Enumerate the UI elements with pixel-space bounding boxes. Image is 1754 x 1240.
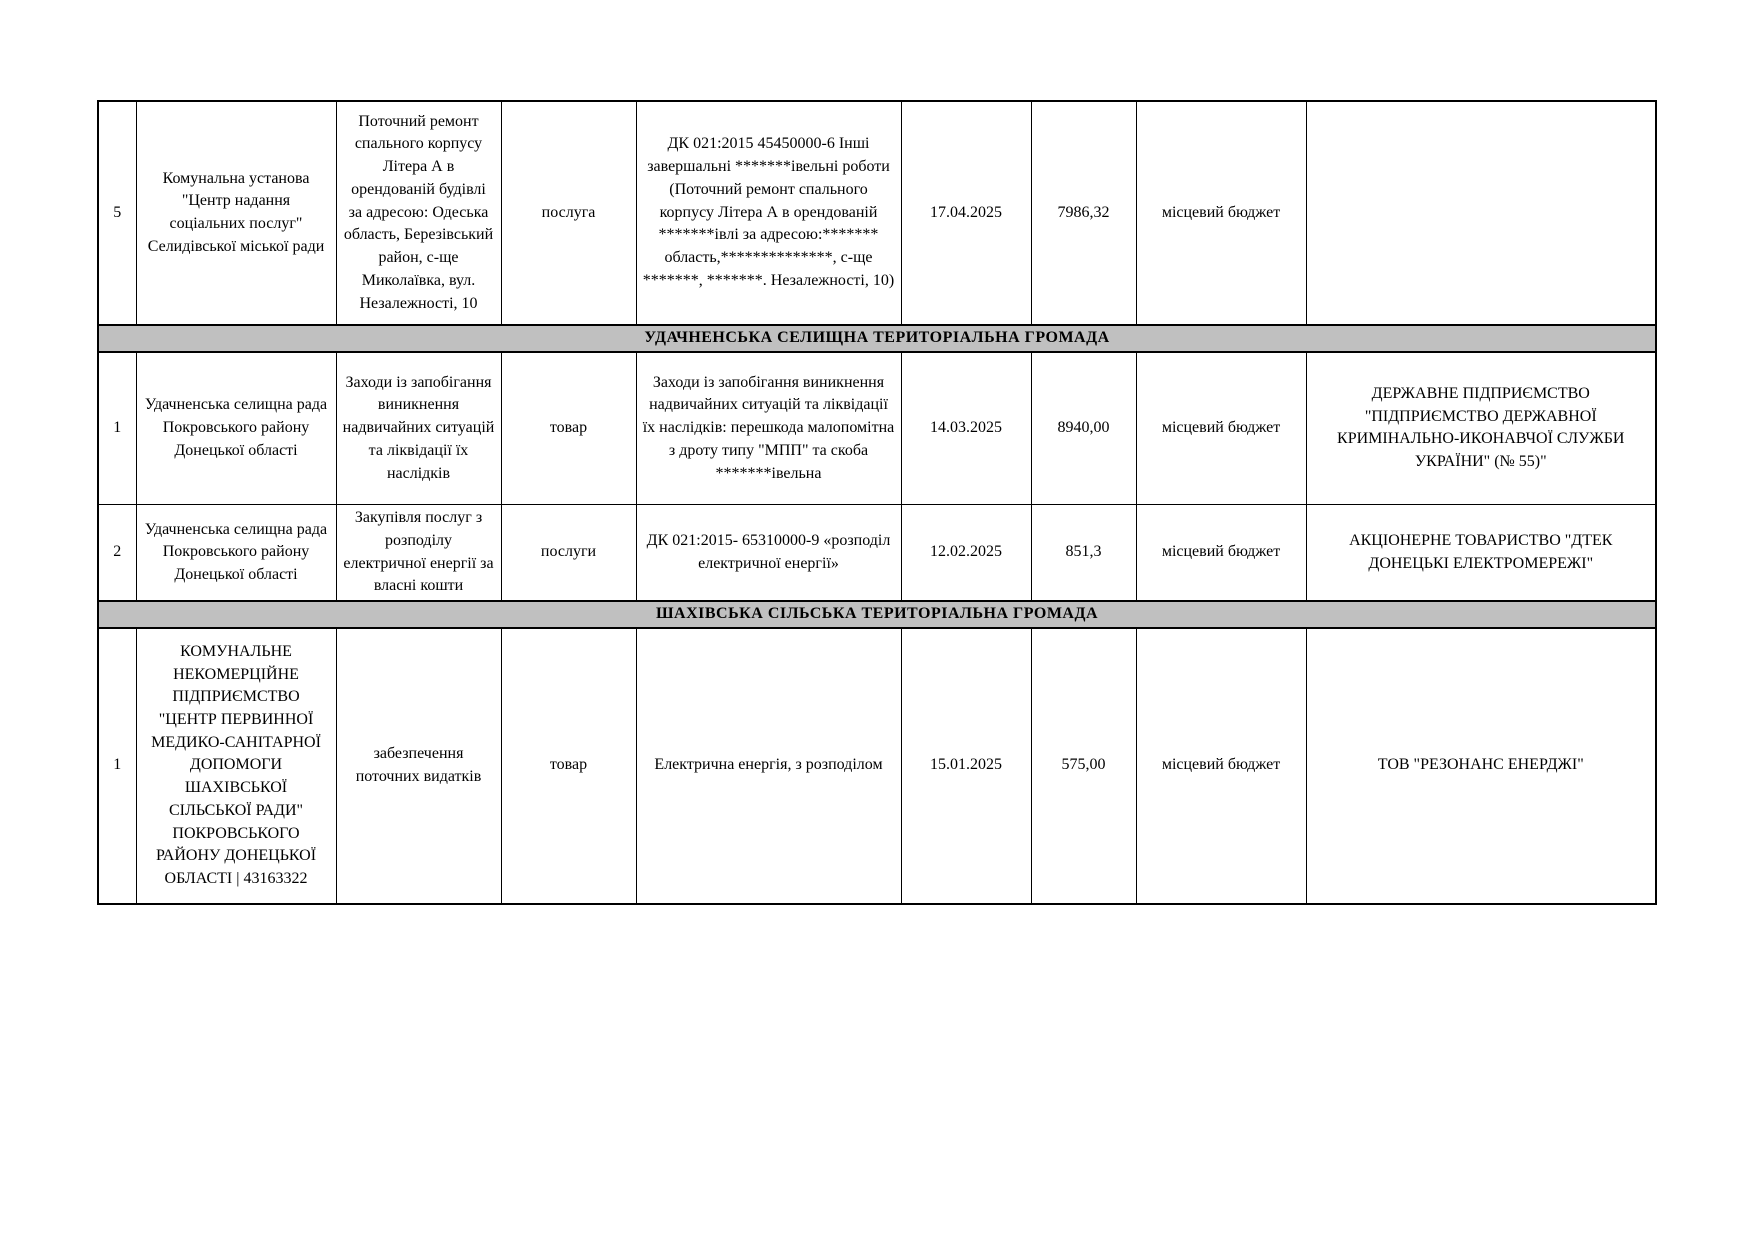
section-header-row [98, 325, 1656, 352]
table-row [98, 352, 1656, 505]
cell-supplier: АКЦІОНЕРНЕ ТОВАРИСТВО "ДТЕК ДОНЕЦЬКІ ЕЛЕКТРОМЕРЕЖІ" [1306, 505, 1656, 601]
cell-supplier [1306, 101, 1656, 325]
table-row [98, 628, 1656, 904]
cell-date: 12.02.2025 [901, 505, 1031, 601]
cell-budget: місцевий бюджет [1136, 352, 1306, 505]
cell-number: 5 [98, 101, 136, 325]
cell-date: 15.01.2025 [901, 628, 1031, 904]
section-header-label: ШАХІВСЬКА СІЛЬСЬКА ТЕРИТОРІАЛЬНА ГРОМАДА [98, 601, 1656, 628]
procurement-table [97, 100, 1657, 905]
cell-type: товар [501, 352, 636, 505]
section-header-label: УДАЧНЕНСЬКА СЕЛИЩНА ТЕРИТОРІАЛЬНА ГРОМАДА [98, 325, 1656, 352]
cell-amount: 7986,32 [1031, 101, 1136, 325]
table-row [98, 505, 1656, 601]
cell-number: 1 [98, 628, 136, 904]
table-row [98, 101, 1656, 325]
cell-number: 2 [98, 505, 136, 601]
cell-date: 17.04.2025 [901, 101, 1031, 325]
cell-number: 1 [98, 352, 136, 505]
cell-amount: 851,3 [1031, 505, 1136, 601]
cell-subject: Поточний ремонт спального корпусу Літера А в орендованій будівлі за адресою: Одеська область, Березівський район, с-ще Миколаївка, вул. Незалежності, 10 [336, 101, 501, 325]
cell-subject: забезпечення поточних видатків [336, 628, 501, 904]
cell-supplier: ТОВ "РЕЗОНАНС ЕНЕРДЖІ" [1306, 628, 1656, 904]
cell-dk-description: ДК 021:2015- 65310000-9 «розподіл електричної енергії» [636, 505, 901, 601]
cell-dk-description: Електрична енергія, з розподілом [636, 628, 901, 904]
cell-customer: Удачненська селищна рада Покровського району Донецької області [136, 505, 336, 601]
cell-type: послуги [501, 505, 636, 601]
cell-amount: 8940,00 [1031, 352, 1136, 505]
cell-date: 14.03.2025 [901, 352, 1031, 505]
cell-type: послуга [501, 101, 636, 325]
cell-budget: місцевий бюджет [1136, 101, 1306, 325]
cell-supplier: ДЕРЖАВНЕ ПІДПРИЄМСТВО "ПІДПРИЄМСТВО ДЕРЖАВНОЇ КРИМІНАЛЬНО-ИКОНАВЧОЇ СЛУЖБИ УКРАЇНИ" (№ 55)" [1306, 352, 1656, 505]
cell-dk-description: Заходи із запобігання виникнення надвичайних ситуацій та ліквідації їх наслідків: перешкода малопомітна з дроту типу "МПП" та скоба *******івельна [636, 352, 901, 505]
cell-amount: 575,00 [1031, 628, 1136, 904]
cell-subject: Заходи із запобігання виникнення надвичайних ситуацій та ліквідації їх наслідків [336, 352, 501, 505]
section-header-row [98, 601, 1656, 628]
cell-type: товар [501, 628, 636, 904]
cell-customer: Комунальна установа "Центр надання соціальних послуг" Селидівської міської ради [136, 101, 336, 325]
cell-dk-description: ДК 021:2015 45450000-6 Інші завершальні *******івельні роботи (Поточний ремонт спального корпусу Літера А в орендованій *******івлі за адресою:******* область,**************, с-ще *******, *******. Незалежності, 10) [636, 101, 901, 325]
cell-budget: місцевий бюджет [1136, 628, 1306, 904]
cell-customer: Удачненська селищна рада Покровського району Донецької області [136, 352, 336, 505]
cell-subject: Закупівля послуг з розподілу електричної енергії за власні кошти [336, 505, 501, 601]
cell-budget: місцевий бюджет [1136, 505, 1306, 601]
cell-customer: КОМУНАЛЬНЕ НЕКОМЕРЦІЙНЕ ПІДПРИЄМСТВО "ЦЕНТР ПЕРВИННОЇ МЕДИКО-САНІТАРНОЇ ДОПОМОГИ ШАХІВСЬКОЇ СІЛЬСЬКОЇ РАДИ" ПОКРОВСЬКОГО РАЙОНУ ДОНЕЦЬКОЇ ОБЛАСТІ | 43163322 [136, 628, 336, 904]
